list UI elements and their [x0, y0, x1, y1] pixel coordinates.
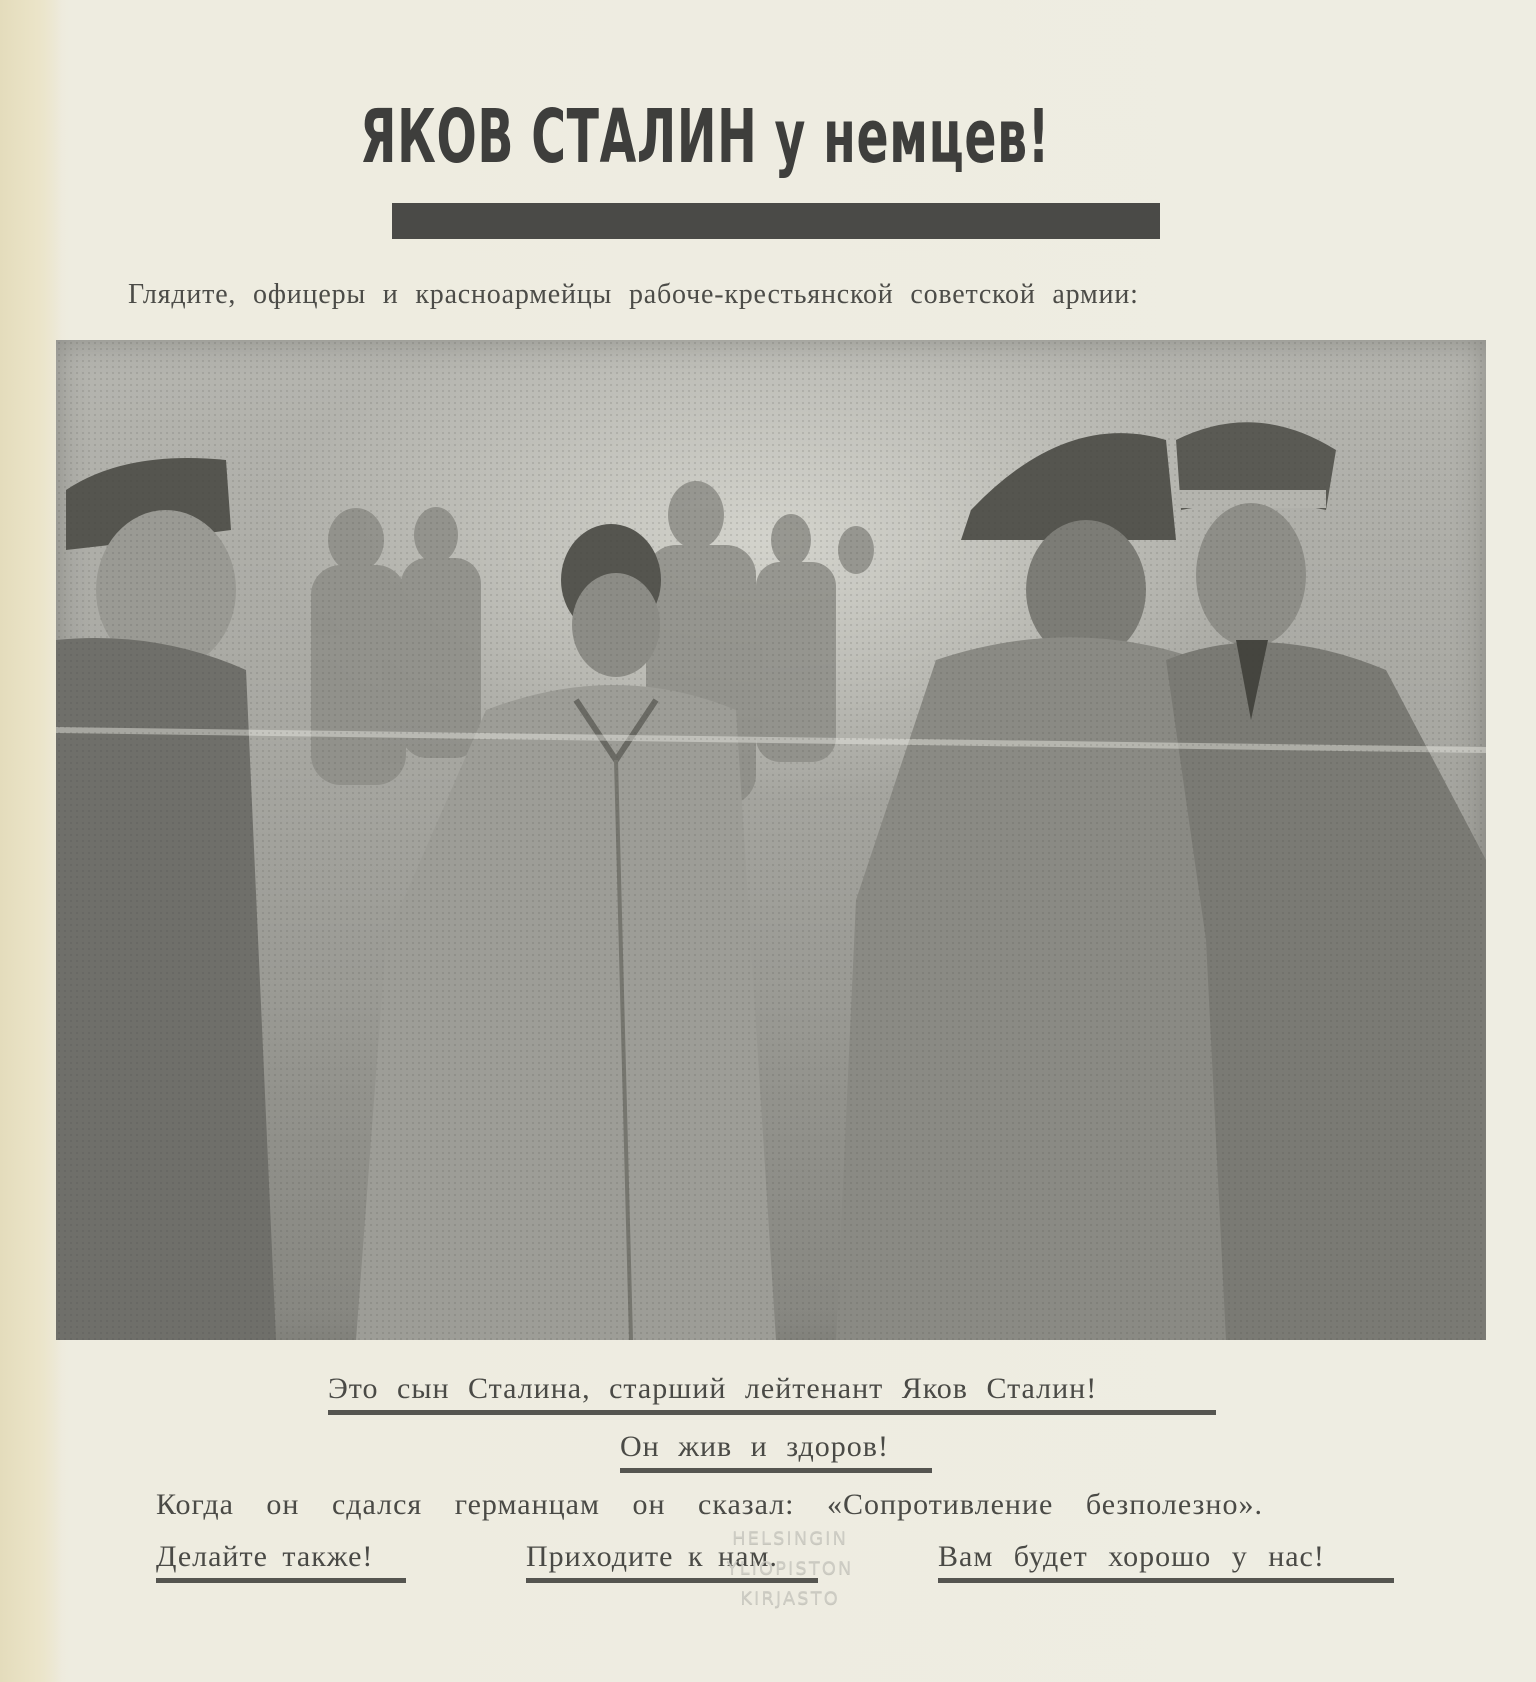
call-do-same-underline	[156, 1578, 406, 1583]
call-come-to-us: Приходите к нам.	[526, 1540, 778, 1573]
stamp-line-2: YLIOPISTON	[726, 1558, 854, 1579]
caption-identity: Это сын Сталина, старший лейтенант Яков Сталин!	[328, 1372, 1098, 1405]
caption-alive-underline	[620, 1468, 932, 1473]
halftone-photograph	[56, 340, 1486, 1340]
title-bar	[392, 203, 1160, 239]
call-good-with-us-underline	[938, 1578, 1394, 1583]
call-good-with-us: Вам будет хорошо у нас!	[938, 1540, 1325, 1573]
photo-figures	[56, 340, 1486, 1340]
library-stamp	[700, 1524, 880, 1614]
caption-alive: Он жив и здоров!	[620, 1430, 889, 1463]
stamp-line-1: HELSINGIN	[732, 1528, 848, 1549]
call-do-same: Делайте также!	[156, 1540, 374, 1573]
paper-edge	[0, 0, 62, 1682]
caption-quote: Когда он сдался германцам он сказал: «Сопротивление безполезно».	[156, 1488, 1263, 1521]
leaflet-title: ЯКОВ СТАЛИН у немцев!	[360, 94, 1050, 180]
stamp-line-3: KIRJASTO	[740, 1588, 840, 1609]
caption-identity-underline	[328, 1410, 1216, 1415]
leaflet-subtitle: Глядите, офицеры и красноармейцы рабоче-крестьянской советской армии:	[128, 279, 1139, 310]
